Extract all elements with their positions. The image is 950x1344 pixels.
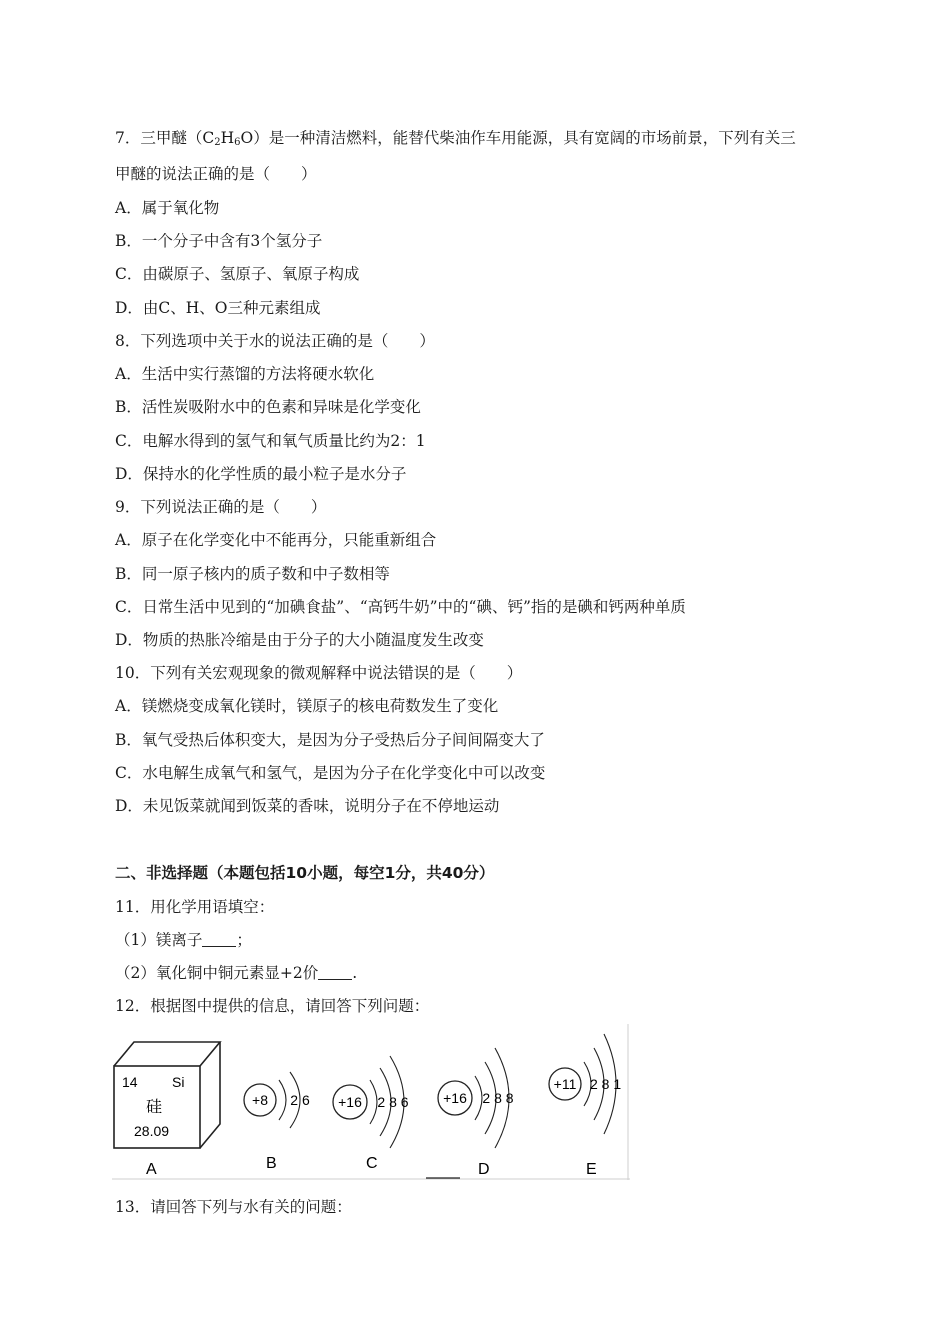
nucleus-charge: +11 [553, 1076, 577, 1092]
q10-option-b: B．氧气受热后体积变大，是因为分子受热后分子间间隔变大了 [115, 731, 545, 749]
atomic-structure-figure [112, 1024, 630, 1180]
q7-option-b: B．一个分子中含有3个氢分子 [115, 232, 323, 250]
answer-blank [318, 964, 352, 980]
cube-side [200, 1042, 220, 1148]
subscript: 6 [234, 137, 241, 148]
cube-top [114, 1042, 220, 1066]
q11-part1-punct: ； [236, 931, 252, 949]
q12-stem: 12．根据图中提供的信息，请回答下列问题： [115, 997, 430, 1015]
q11-part2 [115, 963, 357, 983]
q9-option-d: D．物质的热胀冷缩是由于分子的大小随温度发生改变 [115, 631, 484, 649]
electron-shell-arc [370, 1080, 377, 1124]
q8-option-a: A．生活中实行蒸馏的方法将硬水软化 [115, 365, 375, 383]
nucleus-charge: +16 [338, 1094, 362, 1110]
section-heading: 二、非选择题（本题包括10小题，每空1分，共40分） [115, 864, 495, 882]
q11-part1 [115, 930, 252, 950]
element-cube [114, 1042, 220, 1148]
q8-stem: 8．下列选项中关于水的说法正确的是（ ） [115, 332, 435, 350]
element-symbol: Si [172, 1074, 185, 1090]
label-b: B [266, 1155, 277, 1172]
shell-electrons: 2 8 1 [590, 1076, 622, 1092]
q13-stem: 13．请回答下列与水有关的问题： [115, 1198, 352, 1216]
element-name: 硅 [146, 1097, 163, 1116]
atomic-mass: 28.09 [134, 1123, 170, 1139]
shell-electrons: 2 6 [290, 1092, 310, 1108]
q11-part2-punct: . [352, 964, 358, 982]
label-e: E [586, 1161, 597, 1178]
shell-electrons: 2 8 8 [482, 1090, 514, 1106]
nucleus-charge: +8 [252, 1092, 268, 1108]
q10-option-a: A．镁燃烧变成氧化镁时，镁原子的核电荷数发生了变化 [115, 697, 499, 715]
label-d: D [478, 1161, 490, 1178]
q10-option-c: C．水电解生成氧气和氢气，是因为分子在化学变化中可以改变 [115, 764, 546, 782]
q7-stem-line1 [115, 128, 796, 153]
subscript: 2 [214, 137, 221, 148]
label-a: A [146, 1161, 157, 1178]
label-c: C [366, 1155, 378, 1172]
shell-electrons: 2 8 6 [377, 1094, 409, 1110]
q8-option-c: C．电解水得到的氢气和氧气质量比约为2：1 [115, 432, 426, 450]
answer-blank [202, 931, 236, 947]
q7-option-c: C．由碳原子、氢原子、氧原子构成 [115, 265, 360, 283]
atomic-number: 14 [122, 1074, 138, 1090]
q9-option-c: C．日常生活中见到的“加碘食盐”、“高钙牛奶”中的“碘、钙”指的是碘和钙两种单质 [115, 598, 686, 616]
q10-option-d: D．未见饭菜就闻到饭菜的香味，说明分子在不停地运动 [115, 797, 500, 815]
q7-option-d: D．由C、H、O三种元素组成 [115, 299, 321, 317]
q7-text: 7．三甲醚（C [115, 129, 215, 147]
electron-shell-arc [279, 1080, 286, 1120]
q7-text: O）是一种清洁燃料，能替代柴油作车用能源，具有宽阔的市场前景，下列有关三 [240, 129, 796, 147]
q9-stem: 9．下列说法正确的是（ ） [115, 498, 327, 516]
q11-part1-text: （1）镁离子 [115, 931, 203, 949]
q7-stem-line2: 甲醚的说法正确的是（ ） [115, 165, 317, 183]
q8-option-b: B．活性炭吸附水中的色素和异味是化学变化 [115, 398, 421, 416]
atom-diagram-b [244, 1072, 310, 1128]
q10-stem: 10．下列有关宏观现象的微观解释中说法错误的是（ ） [115, 664, 523, 682]
q9-option-b: B．同一原子核内的质子数和中子数相等 [115, 565, 390, 583]
atom-diagram-d [438, 1048, 514, 1148]
atom-diagram-c [333, 1056, 409, 1148]
q7-text: H [220, 129, 235, 147]
q7-option-a: A．属于氧化物 [115, 199, 220, 217]
electron-shell-arc [475, 1076, 482, 1120]
nucleus-charge: +16 [443, 1090, 467, 1106]
q11-stem: 11．用化学用语填空： [115, 898, 275, 916]
q8-option-d: D．保持水的化学性质的最小粒子是水分子 [115, 465, 407, 483]
q11-part2-text: （2）氧化铜中铜元素显+2价 [115, 964, 319, 982]
atom-diagram-e [549, 1034, 621, 1134]
q9-option-a: A．原子在化学变化中不能再分，只能重新组合 [115, 531, 437, 549]
